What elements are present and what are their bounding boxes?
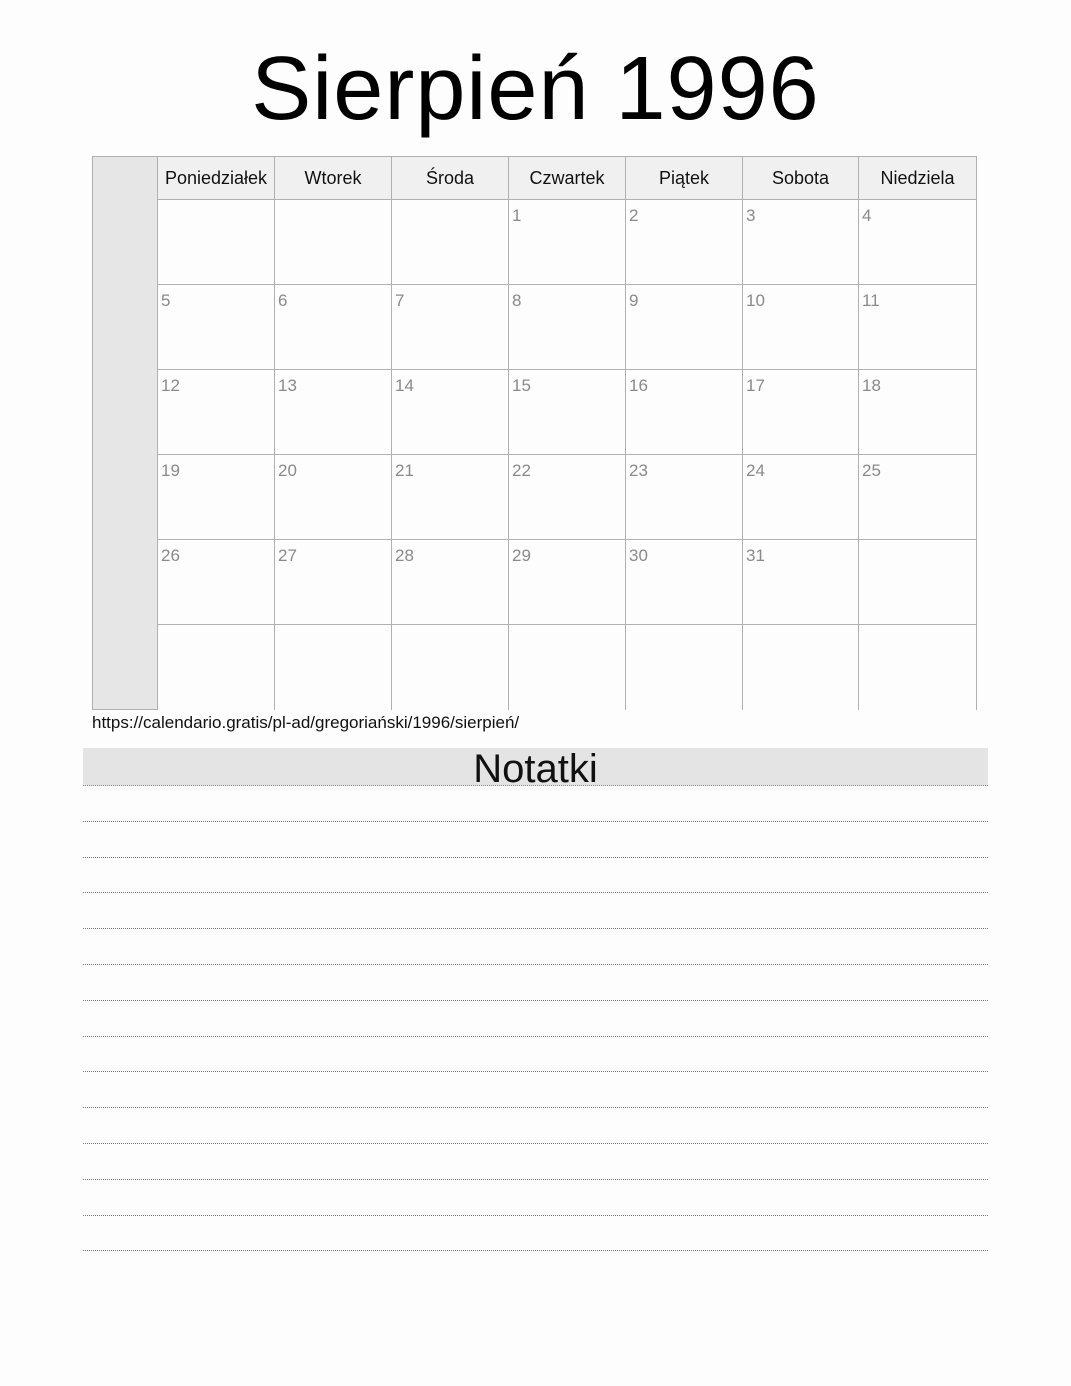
notes-title: Notatki bbox=[83, 748, 988, 786]
day-cell: 9 bbox=[626, 285, 743, 370]
day-cell: 28 bbox=[392, 540, 509, 625]
note-line bbox=[83, 1108, 988, 1144]
note-line bbox=[83, 1001, 988, 1037]
weekday-header-monday: Poniedziałek bbox=[158, 157, 275, 200]
day-cell: 27 bbox=[275, 540, 392, 625]
day-cell: 14 bbox=[392, 370, 509, 455]
day-cell: 18 bbox=[859, 370, 976, 455]
weekday-header-sunday: Niedziela bbox=[859, 157, 976, 200]
day-cell: 17 bbox=[743, 370, 859, 455]
calendar-grid bbox=[92, 156, 977, 710]
page-title: Sierpień 1996 bbox=[251, 39, 820, 139]
day-cell: 20 bbox=[275, 455, 392, 540]
weekday-header-saturday: Sobota bbox=[743, 157, 859, 200]
day-cell bbox=[275, 625, 392, 710]
day-cell bbox=[859, 540, 976, 625]
day-cell: 16 bbox=[626, 370, 743, 455]
day-cell: 13 bbox=[275, 370, 392, 455]
day-cell: 12 bbox=[158, 370, 275, 455]
day-cell: 3 bbox=[743, 200, 859, 285]
weekday-header-tuesday: Wtorek bbox=[275, 157, 392, 200]
note-line bbox=[83, 1144, 988, 1180]
day-cell bbox=[392, 625, 509, 710]
note-line bbox=[83, 965, 988, 1001]
weekday-header-wednesday: Środa bbox=[392, 157, 509, 200]
note-line bbox=[83, 1180, 988, 1216]
day-cell bbox=[158, 200, 275, 285]
day-cell: 22 bbox=[509, 455, 626, 540]
day-cell bbox=[392, 200, 509, 285]
day-cell: 19 bbox=[158, 455, 275, 540]
weekday-header-friday: Piątek bbox=[626, 157, 743, 200]
day-cell: 26 bbox=[158, 540, 275, 625]
day-cell: 7 bbox=[392, 285, 509, 370]
day-cell: 4 bbox=[859, 200, 976, 285]
day-cell bbox=[158, 625, 275, 710]
day-cell: 10 bbox=[743, 285, 859, 370]
note-line bbox=[83, 786, 988, 822]
month-grid bbox=[158, 157, 976, 709]
day-cell: 24 bbox=[743, 455, 859, 540]
day-cell: 31 bbox=[743, 540, 859, 625]
day-cell: 11 bbox=[859, 285, 976, 370]
weekday-header-thursday: Czwartek bbox=[509, 157, 626, 200]
day-cell: 30 bbox=[626, 540, 743, 625]
source-url: https://calendario.gratis/pl-ad/gregoriański/1996/sierpień/ bbox=[92, 713, 520, 732]
day-cell: 5 bbox=[158, 285, 275, 370]
day-cell: 6 bbox=[275, 285, 392, 370]
note-line bbox=[83, 822, 988, 858]
week-number-column bbox=[93, 157, 158, 709]
day-cell: 25 bbox=[859, 455, 976, 540]
note-line bbox=[83, 893, 988, 929]
day-cell: 23 bbox=[626, 455, 743, 540]
day-cell: 8 bbox=[509, 285, 626, 370]
day-cell: 2 bbox=[626, 200, 743, 285]
day-cell bbox=[275, 200, 392, 285]
day-cell: 21 bbox=[392, 455, 509, 540]
day-cell: 1 bbox=[509, 200, 626, 285]
day-cell bbox=[626, 625, 743, 710]
day-cell bbox=[509, 625, 626, 710]
notes-lines bbox=[83, 786, 988, 1251]
day-cell bbox=[743, 625, 859, 710]
note-line bbox=[83, 1216, 988, 1252]
note-line bbox=[83, 1037, 988, 1073]
note-line bbox=[83, 1072, 988, 1108]
day-cell: 29 bbox=[509, 540, 626, 625]
day-cell: 15 bbox=[509, 370, 626, 455]
note-line bbox=[83, 929, 988, 965]
note-line bbox=[83, 858, 988, 894]
day-cell bbox=[859, 625, 976, 710]
